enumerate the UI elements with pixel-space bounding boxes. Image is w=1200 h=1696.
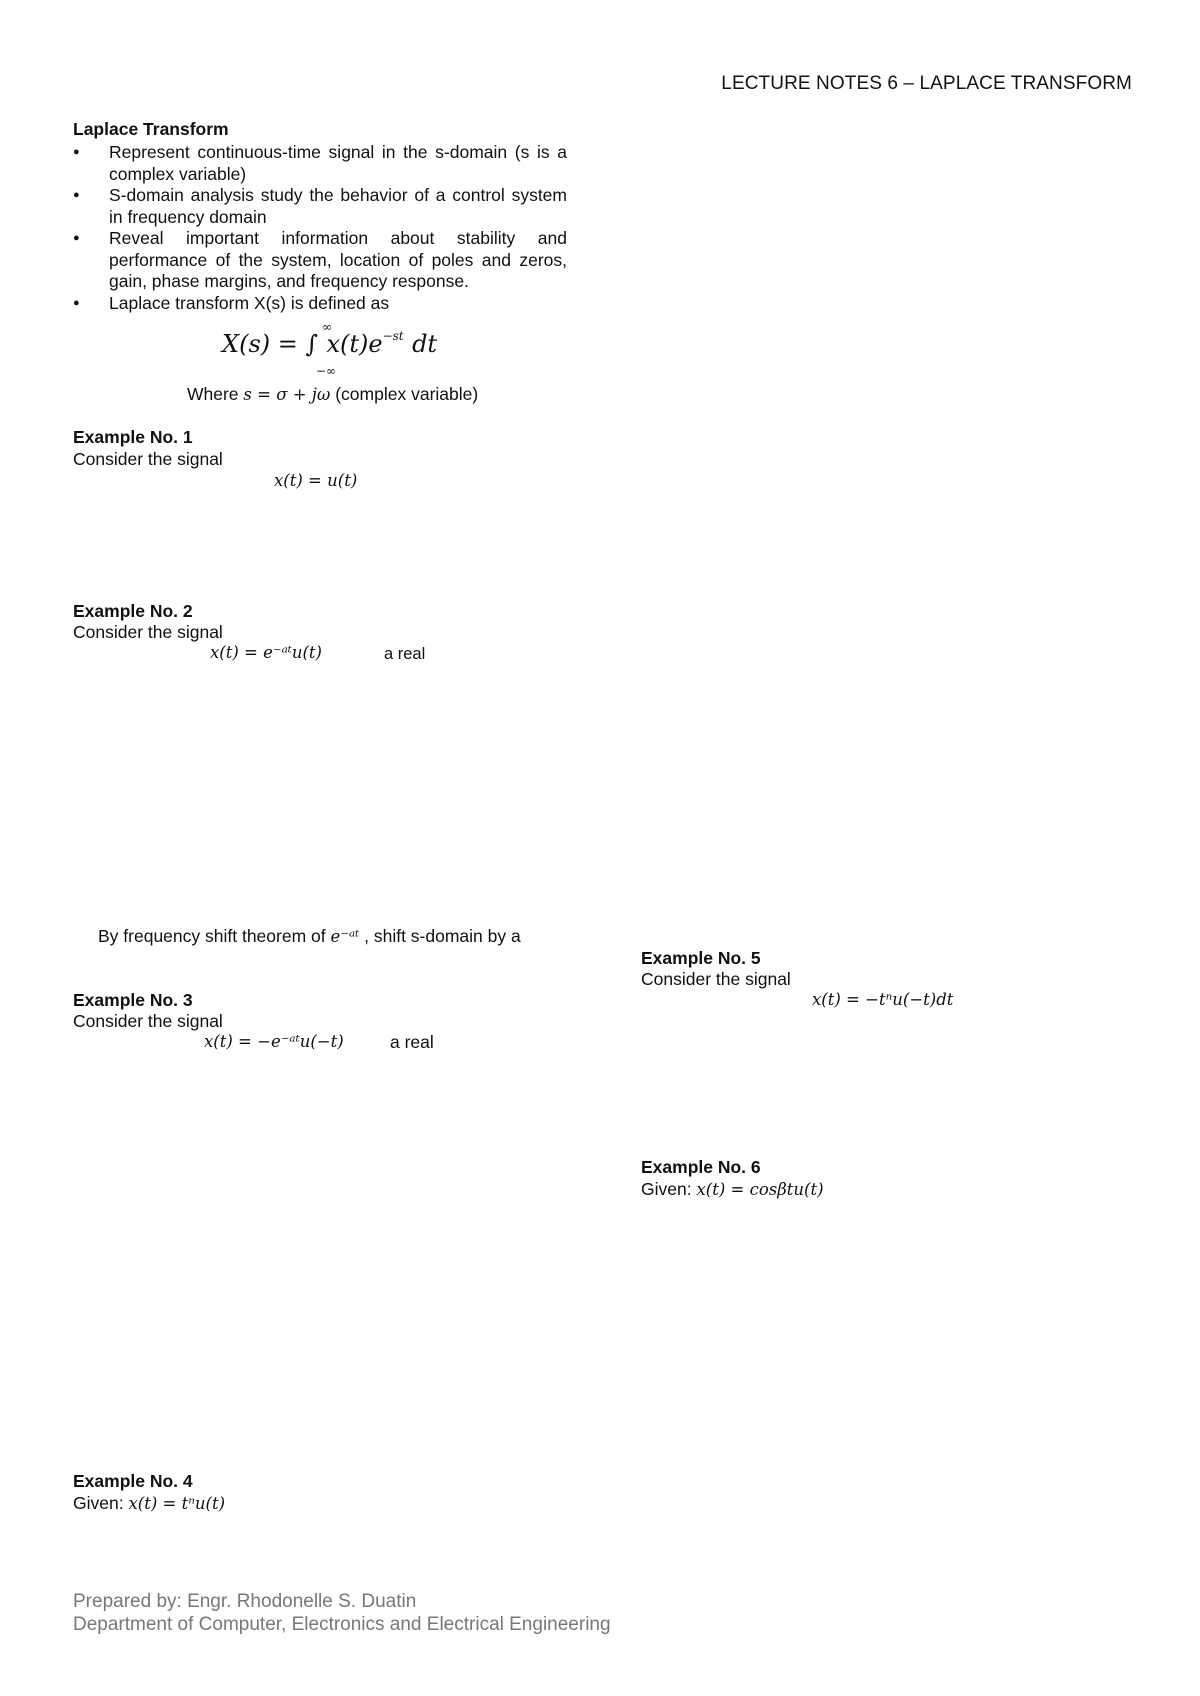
shift-suffix: , shift s-domain by a [364, 926, 521, 946]
example-2-math: x(t) = e⁻ᵃᵗu(t) [210, 643, 322, 662]
frequency-shift-line [98, 926, 521, 948]
example-6-line-wrap [641, 1179, 824, 1201]
example-6-math: x(t) = cosβtu(t) [696, 1180, 824, 1199]
formula-lhs: X(s) = ∫ [222, 330, 318, 358]
example-2-note-text: a real [384, 645, 426, 663]
formula-integrand: x(t)e [326, 330, 383, 358]
example-4-line-wrap [73, 1493, 225, 1515]
integral-lower-limit: −∞ [316, 364, 337, 378]
example-3-note: a real [390, 1032, 434, 1052]
example-3-line: Consider the signal [73, 1011, 223, 1031]
example-5-title: Example No. 5 [641, 948, 761, 968]
example-2-line: Consider the signal [73, 622, 223, 642]
example-3-title: Example No. 3 [73, 990, 193, 1010]
example-2-title: Example No. 2 [73, 601, 193, 621]
shift-math: e⁻ᵃᵗ [330, 927, 360, 946]
example-2-note [384, 643, 425, 666]
intro-bullet: ● Laplace transform X(s) is defined as [73, 293, 567, 315]
where-line [187, 384, 478, 406]
formula-exponent: −st [382, 328, 404, 343]
formula-differential: dt [412, 330, 438, 358]
example-4-math: x(t) = tⁿu(t) [128, 1494, 226, 1513]
intro-bullet: ● Reveal important information about stability and performance of the system, location of poles and zeros, gain, phase margins, and frequency response. [73, 228, 567, 293]
integral-upper-limit: ∞ [322, 320, 332, 334]
laplace-definition-formula [222, 330, 437, 358]
example-6-title: Example No. 6 [641, 1157, 761, 1177]
intro-bullet: ● Represent continuous-time signal in the s-domain (s is a complex variable) [73, 142, 567, 185]
footer [73, 1590, 611, 1636]
example-4-line: Given: [73, 1493, 124, 1513]
where-suffix: (complex variable) [335, 384, 479, 404]
footer-department: Department of Computer, Electronics and Electrical Engineering [73, 1614, 611, 1635]
shift-prefix: By frequency shift theorem of [98, 926, 326, 946]
intro-heading: Laplace Transform [73, 119, 229, 139]
example-5-line: Consider the signal [641, 969, 791, 989]
example-1-math: x(t) = u(t) [274, 471, 358, 490]
intro-section [73, 119, 567, 314]
example-4-title: Example No. 4 [73, 1471, 193, 1491]
where-prefix: Where [187, 384, 239, 404]
page-header-title: LECTURE NOTES 6 – LAPLACE TRANSFORM [721, 73, 1132, 94]
footer-prepared-by: Prepared by: Engr. Rhodonelle S. Duatin [73, 1591, 417, 1612]
intro-bullet-list [73, 142, 567, 314]
example-6-line: Given: [641, 1179, 692, 1199]
where-math: s = σ + jω [243, 385, 331, 404]
example-1-line: Consider the signal [73, 449, 223, 469]
example-5-math: x(t) = −tⁿu(−t)dt [812, 990, 954, 1009]
intro-bullet: ● S-domain analysis study the behavior of a control system in frequency domain [73, 185, 567, 228]
example-3-math: x(t) = −e⁻ᵃᵗu(−t) [204, 1032, 344, 1051]
example-1-title: Example No. 1 [73, 427, 193, 447]
